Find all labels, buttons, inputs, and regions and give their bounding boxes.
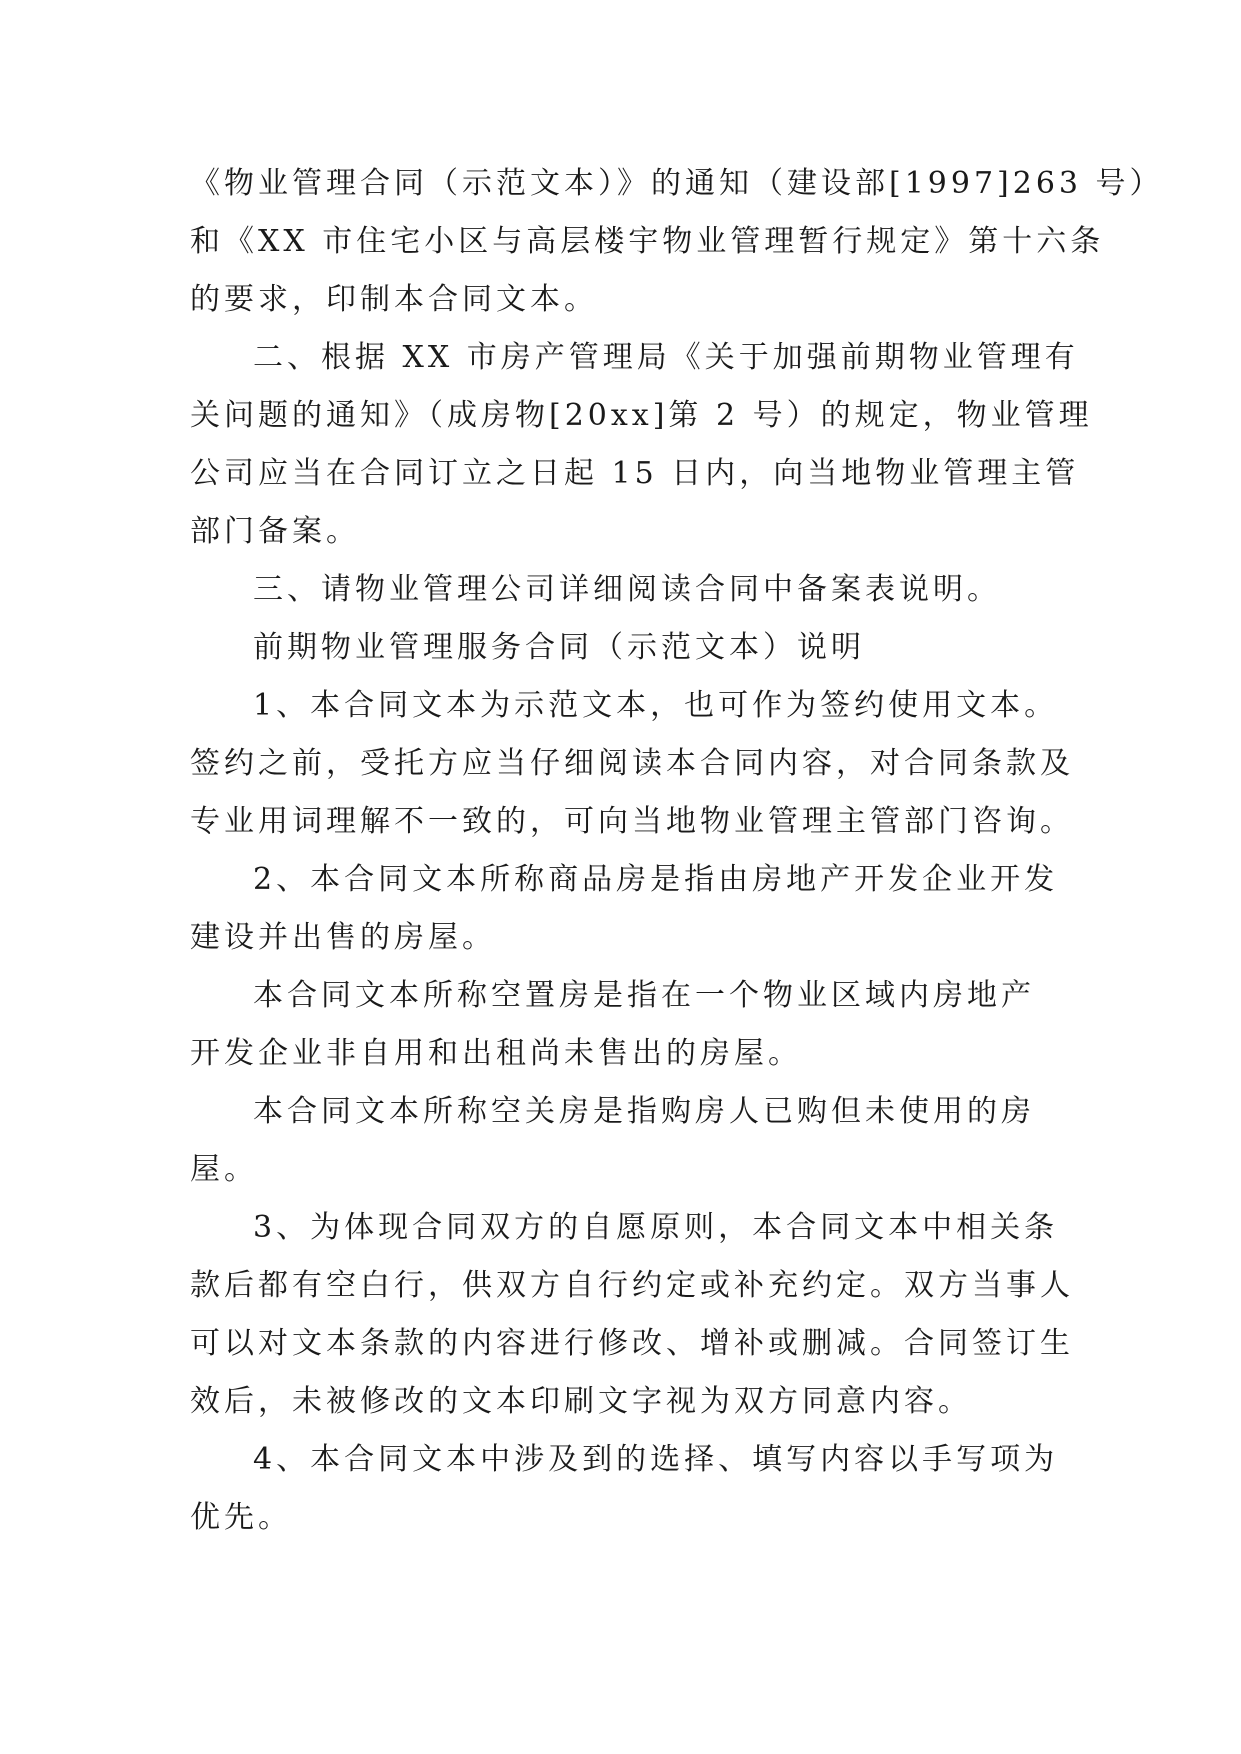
text-line: 的要求，印制本合同文本。 bbox=[190, 282, 598, 317]
text-line: 优先。 bbox=[190, 1500, 292, 1535]
text-line: 开发企业非自用和出租尚未售出的房屋。 bbox=[190, 1036, 802, 1071]
text-line: 《物业管理合同（示范文本）》的通知（建设部[1997]263 号） bbox=[190, 166, 1164, 201]
text-line: 款后都有空白行，供双方自行约定或补充约定。双方当事人 bbox=[190, 1268, 1074, 1303]
text-line: 部门备案。 bbox=[190, 514, 360, 549]
text-line: 关问题的通知》（成房物[20xx]第 2 号）的规定，物业管理 bbox=[190, 398, 1093, 433]
paragraph-first-line: 二、根据 XX 市房产管理局《关于加强前期物业管理有 bbox=[253, 340, 1079, 375]
section-heading: 前期物业管理服务合同（示范文本）说明 bbox=[253, 630, 865, 665]
text-line: 专业用词理解不一致的，可向当地物业管理主管部门咨询。 bbox=[190, 804, 1074, 839]
paragraph-first-line: 4、本合同文本中涉及到的选择、填写内容以手写项为 bbox=[253, 1442, 1059, 1477]
text-line: 和《XX 市住宅小区与高层楼宇物业管理暂行规定》第十六条 bbox=[190, 224, 1105, 259]
text-line: 签约之前，受托方应当仔细阅读本合同内容，对合同条款及 bbox=[190, 746, 1074, 781]
paragraph-first-line: 2、本合同文本所称商品房是指由房地产开发企业开发 bbox=[253, 862, 1059, 897]
paragraph-first-line: 三、请物业管理公司详细阅读合同中备案表说明。 bbox=[253, 572, 1001, 607]
paragraph-first-line: 本合同文本所称空关房是指购房人已购但未使用的房 bbox=[253, 1094, 1035, 1129]
paragraph-first-line: 本合同文本所称空置房是指在一个物业区域内房地产 bbox=[253, 978, 1035, 1013]
paragraph-first-line: 1、本合同文本为示范文本，也可作为签约使用文本。 bbox=[253, 688, 1059, 723]
text-line: 建设并出售的房屋。 bbox=[190, 920, 496, 955]
text-line: 公司应当在合同订立之日起 15 日内，向当地物业管理主管 bbox=[190, 456, 1080, 491]
text-line: 屋。 bbox=[190, 1152, 258, 1187]
paragraph-first-line: 3、为体现合同双方的自愿原则，本合同文本中相关条 bbox=[253, 1210, 1059, 1245]
text-line: 可以对文本条款的内容进行修改、增补或删减。合同签订生 bbox=[190, 1326, 1074, 1361]
text-line: 效后，未被修改的文本印刷文字视为双方同意内容。 bbox=[190, 1384, 972, 1419]
